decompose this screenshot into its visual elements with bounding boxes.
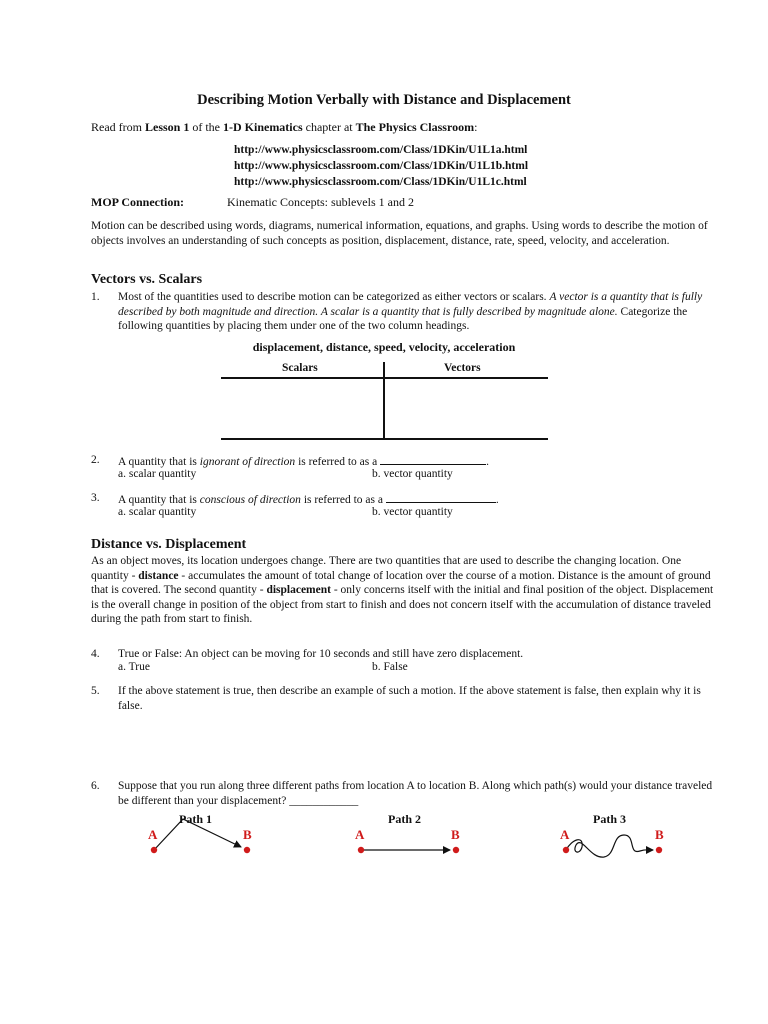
section-heading-distance: Distance vs. Displacement	[91, 537, 247, 552]
point-label-b: B	[655, 827, 664, 842]
point-b-dot	[656, 847, 662, 853]
q4-text: True or False: An object can be moving for 10 seconds and still have zero displacement.	[118, 648, 524, 660]
option-a[interactable]: a. True	[118, 661, 150, 673]
path-2	[355, 812, 460, 853]
option-b[interactable]: b. False	[372, 661, 408, 673]
term-displacement: displacement	[266, 584, 331, 596]
reading-instructions	[91, 120, 477, 135]
point-b-dot	[244, 847, 250, 853]
url-link[interactable]: http://www.physicsclassroom.com/Class/1DKin/U1L1b.html	[234, 160, 529, 172]
intro-prefix: Read from	[91, 120, 145, 134]
question-4-options	[118, 661, 408, 673]
q2-post: is referred to as a	[295, 456, 381, 468]
mop-value: Kinematic Concepts: sublevels 1 and 2	[227, 195, 414, 209]
paths-diagram	[0, 805, 768, 865]
q6-text: Suppose that you run along three different paths from location A to location B. Along which path(s) would your distance traveled be different than your displacement?	[118, 780, 713, 807]
question-1	[91, 290, 721, 334]
question-4	[91, 647, 721, 662]
path-title: Path 2	[388, 812, 421, 826]
intro-suffix: :	[474, 120, 478, 134]
column-header-scalars: Scalars	[282, 362, 318, 374]
term-distance: distance	[138, 569, 179, 582]
column-header-vectors: Vectors	[444, 362, 481, 374]
question-2-options	[118, 468, 453, 480]
q1-definitions: A vector is a quantity that is fully described by both magnitude and direction. A scalar is a quantity that is fully described by magnitude alone.	[118, 291, 703, 318]
option-b[interactable]: b. vector quantity	[372, 468, 453, 480]
point-label-a: A	[148, 827, 158, 842]
para-part-c: - only concerns itself with the initial and final position of the object. Displacement is the overall change in position of the object from start to finish and does not concern itself with the accumulation of distance traveled during the path from start to finish.	[91, 584, 714, 625]
q2-end: .	[486, 456, 489, 468]
table-center-rule	[383, 362, 385, 440]
point-b-dot	[453, 847, 459, 853]
point-a-dot	[563, 847, 569, 853]
page-title: Describing Motion Verbally with Distance and Displacement	[197, 92, 571, 108]
point-a-dot	[358, 847, 364, 853]
path-3	[560, 812, 664, 857]
para-part-a: As an object moves, its location undergoes change. There are two quantities that are used to describe the changing location. One quantity -	[91, 555, 682, 582]
point-label-b: B	[243, 827, 252, 842]
point-a-dot	[151, 847, 157, 853]
url-list	[234, 142, 528, 190]
para-part-b: - accumulates the amount of total change of location over the course of a motion. Distance is the amount of ground that is covered. The second quantity -	[91, 569, 711, 596]
intro-site: The Physics Classroom	[355, 120, 475, 134]
option-b[interactable]: b. vector quantity	[372, 506, 453, 518]
q3-end: .	[495, 494, 499, 506]
q5-text: If the above statement is true, then describe an example of such a motion. If the above statement is false, then explain why it is false.	[118, 685, 701, 712]
url-link[interactable]: http://www.physicsclassroom.com/Class/1DKin/U1L1c.html	[234, 176, 527, 188]
answer-blank[interactable]	[386, 491, 496, 503]
question-3-options	[118, 506, 453, 518]
point-label-a: A	[355, 827, 365, 842]
intro-paragraph: Motion can be described using words, diagrams, numerical information, equations, and graphs. Using words to describe the motion of objects involves an understanding of such concepts as position, displacement, distance, rate, speed, velocity, and acceleration.	[91, 220, 708, 247]
q2-pre: A quantity that is	[118, 456, 200, 468]
question-number: 6.	[91, 780, 100, 792]
path-3-line	[566, 835, 653, 857]
question-number: 1.	[91, 291, 100, 303]
intro-mid2: chapter at	[302, 120, 356, 134]
q3-italic: conscious of direction	[199, 494, 301, 506]
mop-label: MOP Connection:	[91, 195, 184, 209]
question-number: 5.	[91, 685, 100, 697]
answer-blank[interactable]	[380, 453, 486, 465]
path-1	[148, 812, 252, 853]
quantity-list: displacement, distance, speed, velocity, acceleration	[252, 340, 516, 354]
answer-blank[interactable]: ____________	[289, 794, 359, 807]
question-number: 2.	[91, 454, 100, 466]
mop-connection	[91, 195, 414, 210]
q3-pre: A quantity that is	[118, 494, 200, 506]
intro-lesson: Lesson 1	[144, 120, 190, 134]
point-label-a: A	[560, 827, 570, 842]
option-a[interactable]: a. scalar quantity	[118, 506, 197, 518]
intro-mid1: of the	[189, 120, 223, 134]
question-number: 4.	[91, 648, 100, 660]
question-number: 3.	[91, 492, 100, 504]
path-title: Path 3	[593, 812, 626, 826]
intro-chapter: 1-D Kinematics	[222, 120, 303, 134]
url-link[interactable]: http://www.physicsclassroom.com/Class/1DKin/U1L1a.html	[234, 144, 528, 156]
path-title: Path 1	[179, 812, 212, 826]
q2-italic: ignorant of direction	[199, 456, 296, 468]
table-bottom-rule	[221, 438, 548, 440]
question-6	[91, 779, 721, 808]
point-label-b: B	[451, 827, 460, 842]
option-a[interactable]: a. scalar quantity	[118, 468, 197, 480]
distance-paragraph	[91, 554, 721, 627]
q1-text-b: Categorize the following quantities by placing them under one of the two column headings.	[118, 305, 688, 332]
question-5	[91, 684, 721, 713]
q3-post: is referred to as a	[300, 494, 386, 506]
section-heading-vectors: Vectors vs. Scalars	[91, 272, 203, 287]
q1-text-a: Most of the quantities used to describe motion can be categorized as either vectors or scalars.	[118, 291, 550, 303]
